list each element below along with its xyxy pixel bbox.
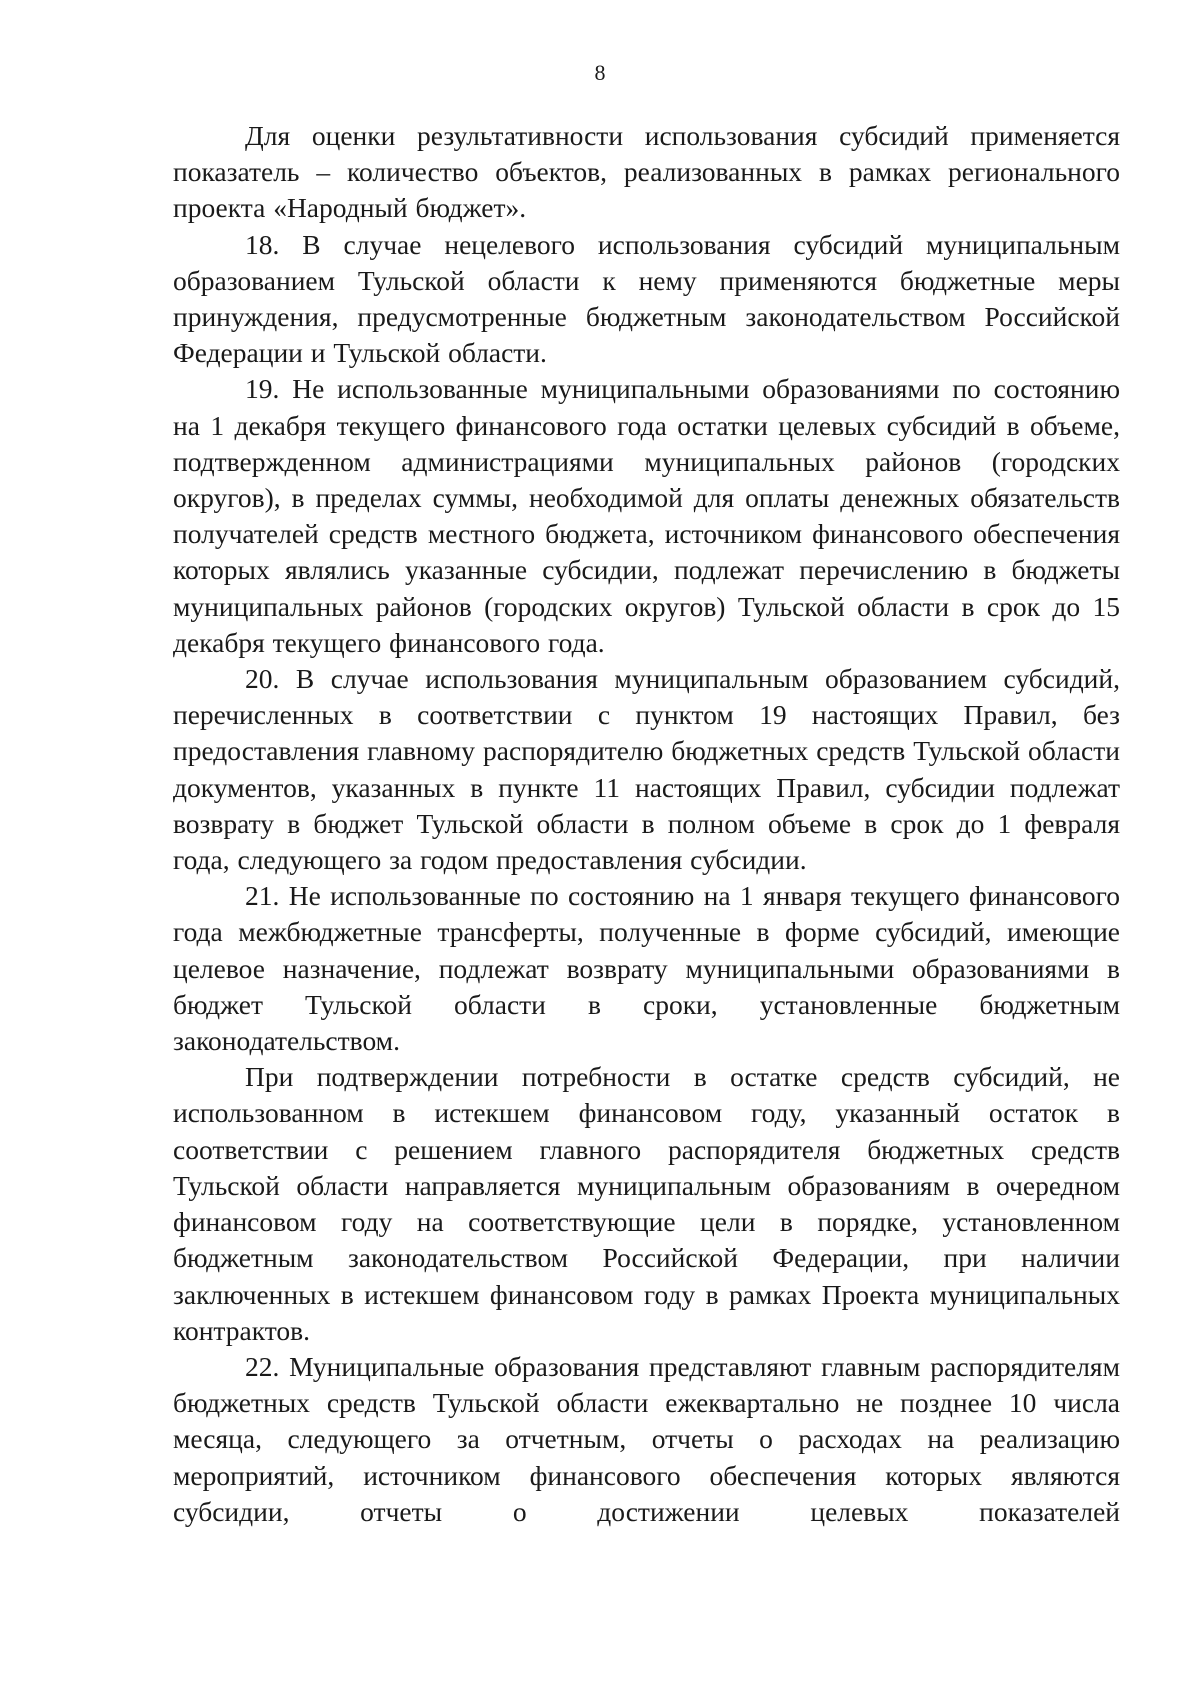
paragraph-performance-indicator: Для оценки результативности использования субсидий применяется показатель – количество объектов, реализованных в рамках регионального проекта «Народный бюджет». bbox=[173, 120, 1120, 224]
paragraph-20: 20. В случае использования муниципальным образованием субсидий, перечисленных в соответствии с пунктом 19 настоящих Правил, без предоставления главному распорядителю бюджетных средств Тульской области документов, указанных в пункте 11 настоящих Правил, субсидии подлежат возврату в бюджет Тульской области в полном объеме в срок до 1 февраля года, следующего за годом предоставления субсидии. bbox=[173, 663, 1120, 876]
paragraph-18: 18. В случае нецелевого использования субсидий муниципальным образованием Тульской области к нему применяются бюджетные меры принуждения, предусмотренные бюджетным законодательством Российской Федерации и Тульской области. bbox=[173, 228, 1120, 369]
paragraph-remaining-funds: При подтверждении потребности в остатке средств субсидий, не использованном в истекшем финансовом году, указанный остаток в соответствии с решением главного распорядителя бюджетных средств Тульской области направляется муниципальным образованиям в очередном финансовом году на соответствующие цели в порядке, установленном бюджетным законодательством Российской Федерации, при наличии заключенных в истекшем финансовом году в рамках Проекта муниципальных контрактов. bbox=[173, 1061, 1120, 1346]
page-number: 8 bbox=[594, 60, 606, 85]
paragraph-21: 21. Не использованные по состоянию на 1 января текущего финансового года межбюджетные трансферты, полученные в форме субсидий, имеющие целевое назначение, подлежат возврату муниципальными образованиями в бюджет Тульской области в сроки, установленные бюджетным законодательством. bbox=[173, 880, 1120, 1057]
paragraph-22: 22. Муниципальные образования представляют главным распорядителям бюджетных средств Тульской области ежеквартально не позднее 10 числа месяца, следующего за отчетным, отчеты о расходах на реализацию мероприятий, источником финансового обеспечения которых являются субсидии, отчеты о достижении целевых показателей bbox=[173, 1350, 1120, 1527]
document-body bbox=[173, 118, 1120, 1530]
paragraph-19: 19. Не использованные муниципальными образованиями по состоянию на 1 декабря текущего финансового года остатки целевых субсидий в объеме, подтвержденном администрациями муниципальных районов (городских округов), в пределах суммы, необходимой для оплаты денежных обязательств получателей средств местного бюджета, источником финансового обеспечения которых являлись указанные субсидии, подлежат перечислению в бюджеты муниципальных районов (городских округов) Тульской области в срок до 15 декабря текущего финансового года. bbox=[173, 373, 1120, 658]
